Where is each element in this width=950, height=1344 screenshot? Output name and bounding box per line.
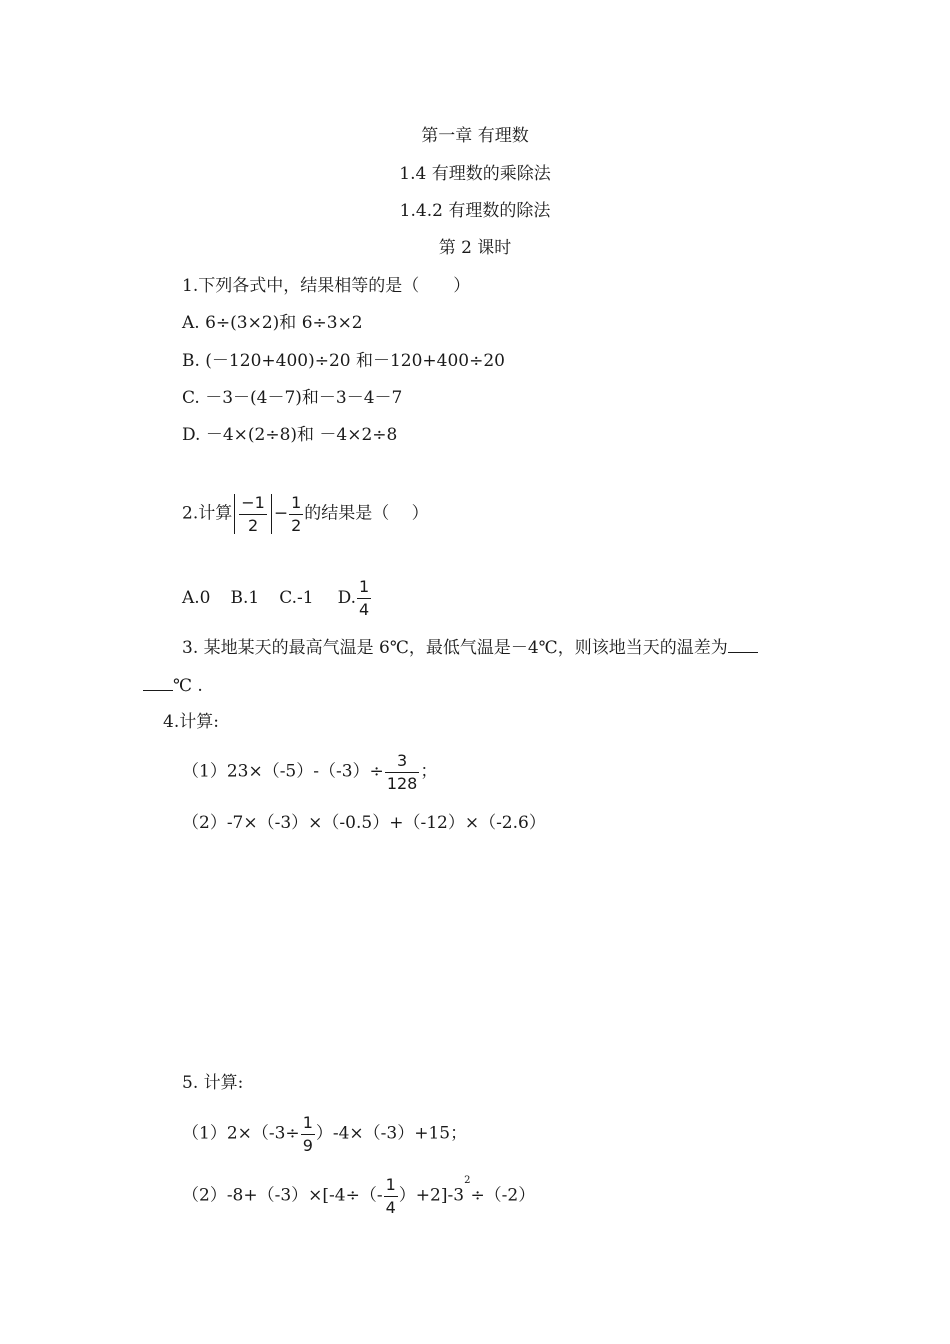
- q3-text-part1: 3. 某地某天的最高气温是 6℃，最低气温是－4℃，则该地当天的温差为: [182, 638, 728, 658]
- q2-prefix: 2.计算: [182, 503, 233, 524]
- q2-fraction-numerator: 1: [289, 494, 303, 515]
- subsection-title: 1.4.2 有理数的除法: [399, 201, 551, 221]
- q2-option-d-fraction: [357, 578, 371, 618]
- q5-part1-pre: （1）2×（-3÷: [182, 1123, 300, 1144]
- q1-option-d: D. －4×(2÷8)和 －4×2÷8: [182, 425, 398, 445]
- q2-abs-fraction: [239, 494, 267, 534]
- q3-line1: [182, 640, 758, 657]
- q5-part2-numerator: 1: [384, 1176, 398, 1197]
- q5-title: 5. 计算:: [182, 1073, 244, 1093]
- q2-fraction-denominator: 2: [291, 515, 302, 535]
- q2-abs-numerator: −1: [239, 494, 267, 515]
- q2-minus: −: [273, 503, 289, 524]
- abs-value-bars: [234, 494, 272, 534]
- section-title: 1.4 有理数的乘除法: [399, 164, 551, 184]
- q2-stem: [182, 494, 429, 534]
- q5-part1-denominator: 9: [302, 1135, 313, 1155]
- q5-part2: [182, 1176, 535, 1216]
- q2-suffix: 的结果是（ ）: [304, 503, 429, 524]
- q5-part1-numerator: 1: [301, 1114, 315, 1135]
- q5-part1: [182, 1114, 467, 1154]
- q2-option-d-label: D.: [337, 587, 357, 608]
- q4-part1-pre: （1）23×（-5）-（-3）÷: [182, 761, 384, 782]
- q1-option-a: A. 6÷(3×2)和 6÷3×2: [182, 313, 363, 333]
- q4-part1: [182, 752, 437, 792]
- q3-line2: [143, 678, 203, 695]
- q3-text-part2: ℃ .: [173, 676, 203, 696]
- q2-option-a: A.0: [182, 587, 211, 608]
- q1-option-b: B. (－120+400)÷20 和－120+400÷20: [182, 351, 505, 371]
- q4-part1-post: ；: [420, 761, 438, 782]
- q5-part2-denominator: 4: [385, 1197, 396, 1217]
- q4-part1-fraction: [385, 752, 420, 792]
- q2-option-d-denominator: 4: [359, 599, 370, 619]
- q5-part2-post: ÷（-2）: [470, 1185, 536, 1206]
- q5-part2-fraction: [384, 1176, 398, 1216]
- q5-part1-fraction: [301, 1114, 315, 1154]
- q4-part1-numerator: 3: [385, 752, 420, 773]
- q2-abs-denominator: 2: [247, 515, 259, 535]
- lesson-title: 第 2 课时: [438, 238, 512, 258]
- q2-options: [182, 578, 372, 618]
- q5-part2-exponent: 2: [464, 1175, 471, 1186]
- q2-option-b: B.1: [230, 587, 260, 608]
- q5-part2-pre: （2）-8+（-3）×[-4÷（-: [182, 1185, 383, 1206]
- q4-part2: （2）-7×（-3）×（-0.5）+（-12）×（-2.6）: [182, 813, 546, 833]
- q5-part2-mid: ）+2]-3: [398, 1185, 465, 1206]
- q1-stem: 1.下列各式中，结果相等的是（ ）: [182, 276, 471, 296]
- q5-part1-post: ）-4×（-3）+15；: [315, 1123, 468, 1144]
- q4-title: 4.计算:: [163, 712, 219, 732]
- chapter-title: 第一章 有理数: [421, 126, 529, 146]
- q2-fraction: [289, 494, 303, 534]
- q3-answer-blank-1[interactable]: [728, 652, 758, 653]
- q2-option-c: C.-1: [279, 587, 314, 608]
- q3-answer-blank-2[interactable]: [143, 690, 173, 691]
- q4-part1-denominator: 128: [386, 773, 418, 793]
- q2-option-d-numerator: 1: [357, 578, 371, 599]
- q1-option-c: C. －3－(4－7)和－3－4－7: [182, 388, 403, 408]
